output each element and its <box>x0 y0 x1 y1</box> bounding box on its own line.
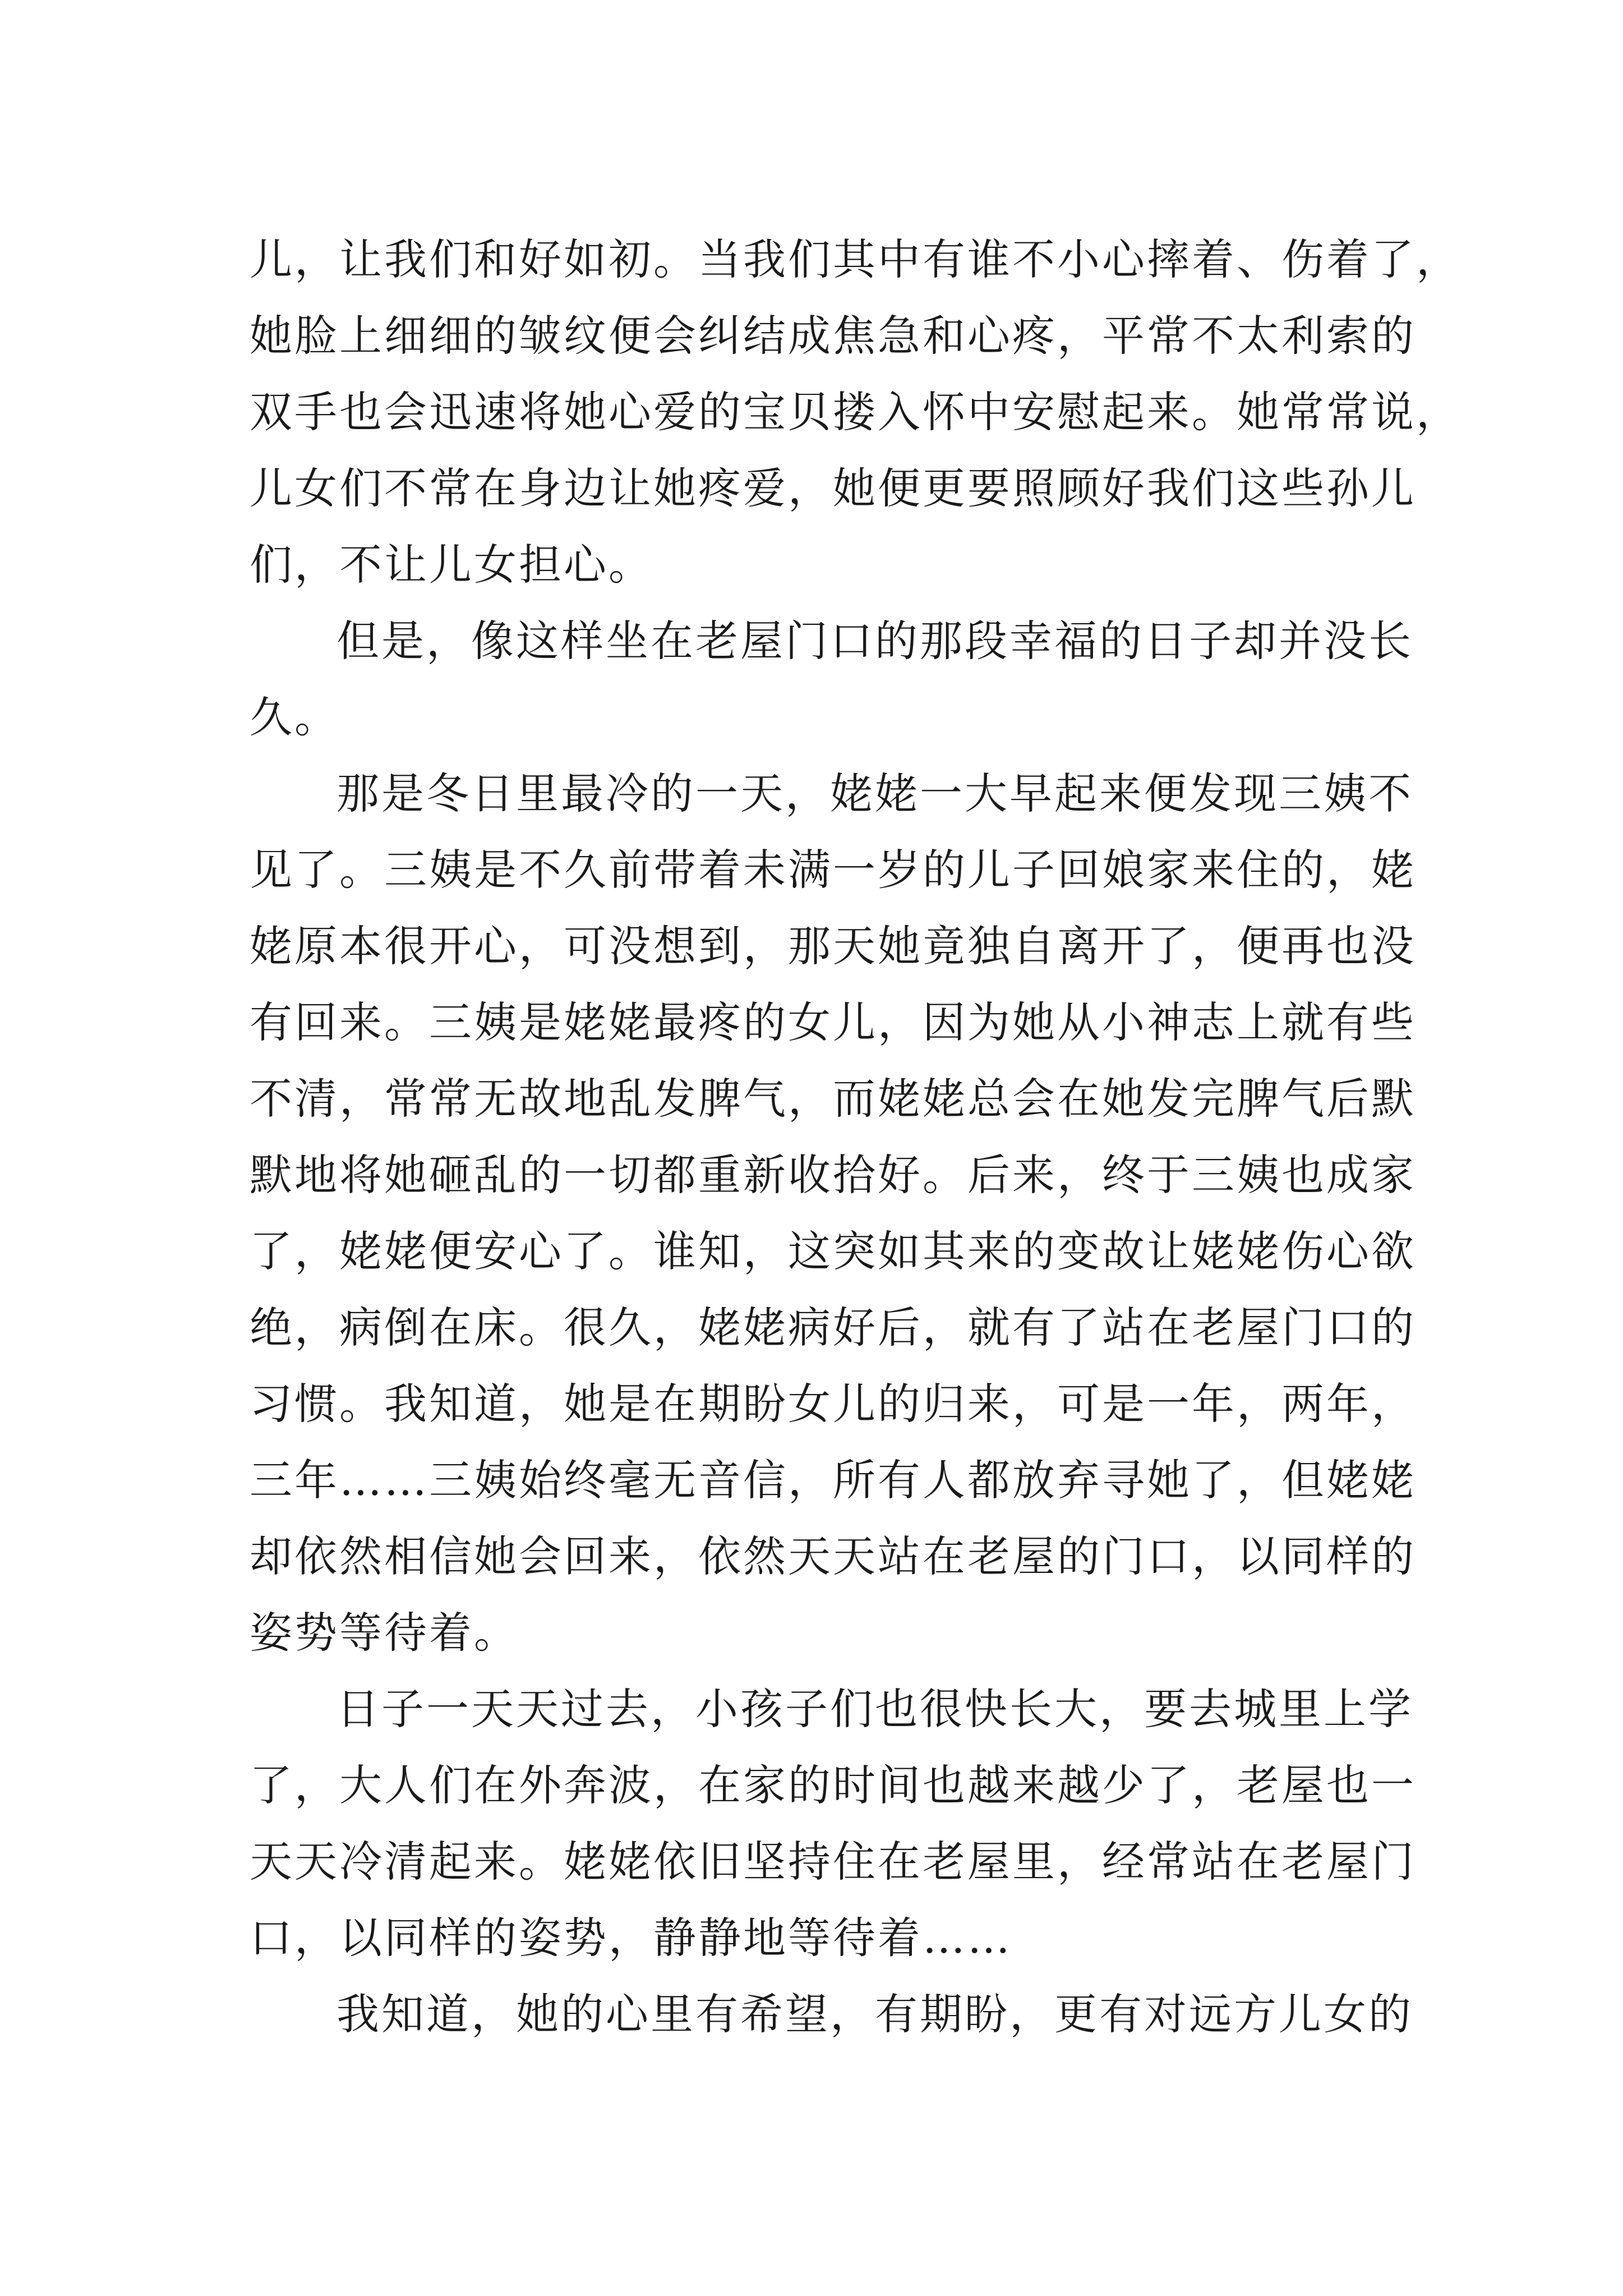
paragraph-start-line: 日子一天天过去，小孩子们也很快长大，要去城里上学 <box>336 1684 1413 1734</box>
text-line: 天天冷清起来。姥姥依旧坚持住在老屋里，经常站在老屋门 <box>250 1837 1416 1887</box>
text-line: 姿势等待着。 <box>250 1608 519 1658</box>
text-line: 了，姥姥便安心了。谁知，这突如其来的变故让姥姥伤心欲 <box>250 1226 1416 1276</box>
text-line: 却依然相信她会回来，依然天天站在老屋的门口，以同样的 <box>250 1531 1416 1581</box>
text-line: 儿女们不常在身边让她疼爱，她便更要照顾好我们这些孙儿 <box>250 463 1416 513</box>
text-line: 三年……三姨始终毫无音信，所有人都放弃寻她了，但姥姥 <box>250 1455 1416 1505</box>
paragraph-start-line: 那是冬日里最冷的一天，姥姥一大早起来便发现三姨不 <box>336 769 1413 818</box>
paragraph-start-line: 但是，像这样坐在老屋门口的那段幸福的日子却并没长 <box>336 616 1413 666</box>
text-line: 默地将她砸乱的一切都重新收拾好。后来，终于三姨也成家 <box>250 1150 1416 1200</box>
text-line: 口，以同样的姿势，静静地等待着…… <box>250 1913 1012 1963</box>
text-line: 不清，常常无故地乱发脾气，而姥姥总会在她发完脾气后默 <box>250 1074 1416 1124</box>
text-line: 有回来。三姨是姥姥最疼的女儿，因为她从小神志上就有些 <box>250 997 1416 1047</box>
text-line: 她脸上细细的皱纹便会纠结成焦急和心疼，平常不太利索的 <box>250 311 1416 361</box>
text-line: 久。 <box>250 692 339 742</box>
text-line: 双手也会迅速将她心爱的宝贝搂入怀中安慰起来。她常常说， <box>250 387 1461 437</box>
text-line: 姥原本很开心，可没想到，那天她竟独自离开了，便再也没 <box>250 921 1416 971</box>
document-body <box>250 222 1461 2053</box>
text-line: 绝，病倒在床。很久，姥姥病好后，就有了站在老屋门口的 <box>250 1303 1416 1352</box>
text-line: 们，不让儿女担心。 <box>250 540 653 590</box>
text-line: 了，大人们在外奔波，在家的时间也越来越少了，老屋也一 <box>250 1760 1416 1810</box>
text-line: 见了。三姨是不久前带着未满一岁的儿子回娘家来住的，姥 <box>250 845 1416 895</box>
paragraph-start-line: 我知道，她的心里有希望，有期盼，更有对远方儿女的 <box>336 1989 1413 2039</box>
text-line: 儿，让我们和好如初。当我们其中有谁不小心摔着、伤着了， <box>250 234 1461 284</box>
text-line: 习惯。我知道，她是在期盼女儿的归来，可是一年，两年， <box>250 1379 1416 1429</box>
